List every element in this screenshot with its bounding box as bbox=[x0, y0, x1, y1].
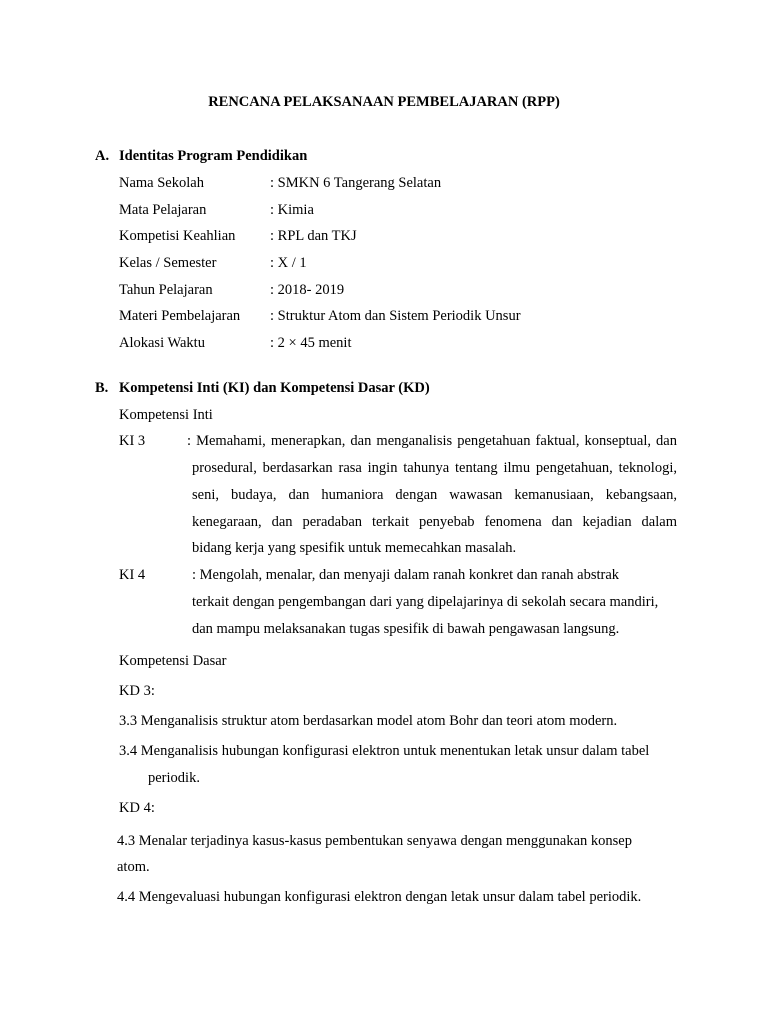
ki3-line: kenegaraan, dan peradaban terkait penyebab fenomena dan kejadian dalam bbox=[192, 514, 677, 530]
ki3-line: : Memahami, menerapkan, dan menganalisis pengetahuan faktual, konseptual, dan bbox=[187, 433, 677, 449]
row-value: : X / 1 bbox=[270, 255, 307, 271]
kd4-label: KD 4: bbox=[119, 800, 155, 816]
row-label: Alokasi Waktu bbox=[119, 335, 205, 351]
row-label: Nama Sekolah bbox=[119, 175, 204, 191]
row-value: : 2018- 2019 bbox=[270, 282, 345, 298]
row-label: Tahun Pelajaran bbox=[119, 282, 213, 298]
ki3-line: seni, budaya, dan humaniora dengan wawasan kemanusiaan, kebangsaan, bbox=[192, 487, 677, 503]
kd-heading: Kompetensi Dasar bbox=[119, 653, 227, 669]
section-b-letter: B. bbox=[95, 380, 109, 396]
kd4-item: 4.4 Mengevaluasi hubungan konfigurasi elektron dengan letak unsur dalam tabel periodik. bbox=[117, 889, 642, 905]
ki-heading: Kompetensi Inti bbox=[119, 407, 213, 423]
row-label: Mata Pelajaran bbox=[119, 202, 207, 218]
row-value: : SMKN 6 Tangerang Selatan bbox=[270, 175, 442, 191]
ki4-line: terkait dengan pengembangan dari yang dipelajarinya di sekolah secara mandiri, bbox=[192, 594, 659, 610]
kd4-item-cont: atom. bbox=[117, 859, 150, 875]
page-title: RENCANA PELAKSANAAN PEMBELAJARAN (RPP) bbox=[208, 94, 560, 110]
kd3-item-cont: periodik. bbox=[148, 770, 200, 786]
row-value: : 2 × 45 menit bbox=[270, 335, 352, 351]
ki4-line: dan mampu melaksanakan tugas spesifik di bawah pengawasan langsung. bbox=[192, 621, 620, 637]
ki3-label: KI 3 bbox=[119, 433, 146, 449]
row-value: : Struktur Atom dan Sistem Periodik Unsur bbox=[270, 308, 521, 324]
section-a-letter: A. bbox=[95, 148, 110, 164]
section-b-heading: Kompetensi Inti (KI) dan Kompetensi Dasar (KD) bbox=[119, 380, 430, 396]
row-label: Kompetisi Keahlian bbox=[119, 228, 236, 244]
kd3-label: KD 3: bbox=[119, 683, 155, 699]
row-label: Materi Pembelajaran bbox=[119, 308, 241, 324]
ki3-line: prosedural, berdasarkan rasa ingin tahunya tentang ilmu pengetahuan, teknologi, bbox=[192, 460, 677, 476]
row-value: : Kimia bbox=[270, 202, 314, 218]
ki4-label: KI 4 bbox=[119, 567, 146, 583]
section-a-heading: Identitas Program Pendidikan bbox=[119, 148, 308, 164]
row-label: Kelas / Semester bbox=[119, 255, 217, 271]
kd3-item: 3.3 Menganalisis struktur atom berdasarkan model atom Bohr dan teori atom modern. bbox=[119, 713, 618, 729]
ki3-line: bidang kerja yang spesifik untuk memecahkan masalah. bbox=[192, 540, 517, 556]
kd3-item: 3.4 Menganalisis hubungan konfigurasi elektron untuk menentukan letak unsur dalam tabel bbox=[119, 743, 650, 759]
kd4-item: 4.3 Menalar terjadinya kasus-kasus pembentukan senyawa dengan menggunakan konsep bbox=[117, 833, 632, 849]
row-value: : RPL dan TKJ bbox=[270, 228, 357, 244]
ki4-line: : Mengolah, menalar, dan menyaji dalam ranah konkret dan ranah abstrak bbox=[192, 567, 620, 583]
